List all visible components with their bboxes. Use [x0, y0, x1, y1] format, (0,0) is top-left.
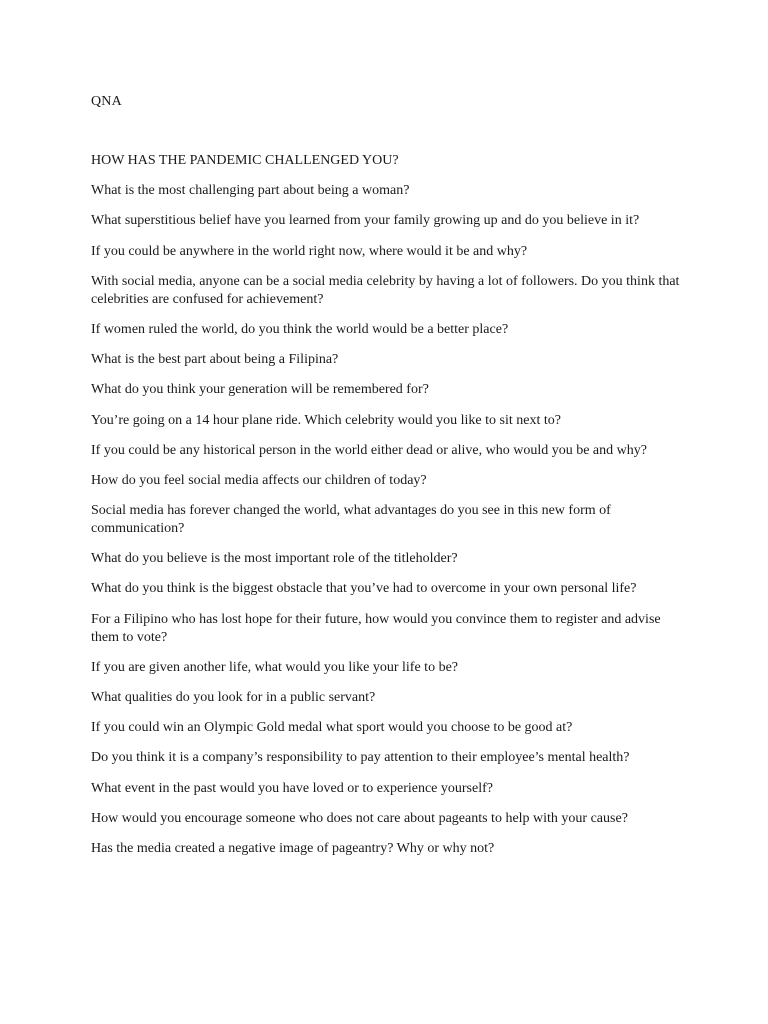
- question-item: What do you believe is the most important role of the titleholder?: [91, 551, 458, 567]
- question-item: How would you encourage someone who does not care about pageants to help with your cause?: [91, 810, 628, 826]
- question-item: What superstitious belief have you learned from your family growing up and do you believe in it?: [91, 213, 640, 229]
- question-item: HOW HAS THE PANDEMIC CHALLENGED YOU?: [91, 153, 399, 168]
- document-title: QNA: [91, 94, 122, 109]
- question-list: [91, 152, 691, 870]
- question-item: What event in the past would you have loved or to experience yourself?: [91, 780, 493, 796]
- question-item: Do you think it is a company’s responsibility to pay attention to their employee’s mental health?: [91, 750, 630, 766]
- question-item: What do you think your generation will be remembered for?: [91, 382, 429, 398]
- question-item: With social media, anyone can be a social media celebrity by having a lot of followers. Do you think that celebrities are confused for achievement?: [91, 273, 680, 307]
- question-item: If you are given another life, what would you like your life to be?: [91, 659, 458, 675]
- question-item: For a Filipino who has lost hope for their future, how would you convince them to register and advise them to vote?: [91, 611, 661, 645]
- question-item: Has the media created a negative image of pageantry? Why or why not?: [91, 840, 495, 856]
- question-item: If you could be any historical person in the world either dead or alive, who would you be and why?: [91, 442, 647, 458]
- question-item: Social media has forever changed the world, what advantages do you see in this new form of communication?: [91, 503, 611, 537]
- question-item: How do you feel social media affects our children of today?: [91, 472, 427, 488]
- question-item: If women ruled the world, do you think the world would be a better place?: [91, 321, 509, 337]
- question-item: What qualities do you look for in a public servant?: [91, 690, 376, 705]
- question-item: You’re going on a 14 hour plane ride. Which celebrity would you like to sit next to?: [91, 412, 561, 428]
- question-item: If you could win an Olympic Gold medal what sport would you choose to be good at?: [91, 720, 573, 736]
- question-item: What is the most challenging part about being a woman?: [91, 183, 410, 199]
- question-item: What do you think is the biggest obstacle that you’ve had to overcome in your own personal life?: [91, 581, 637, 597]
- question-item: If you could be anywhere in the world right now, where would it be and why?: [91, 243, 528, 259]
- question-item: What is the best part about being a Filipina?: [91, 352, 339, 368]
